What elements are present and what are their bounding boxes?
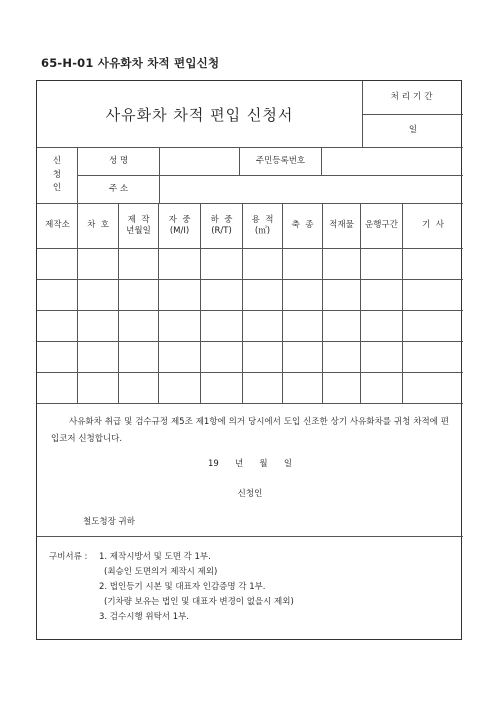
column-header-9: 기 사	[422, 220, 444, 231]
column-header-0: 제작소	[45, 220, 70, 231]
column-divider	[242, 203, 243, 403]
resident-number-field[interactable]	[322, 148, 463, 176]
column-divider	[200, 203, 201, 403]
column-divider	[360, 203, 361, 403]
column-header-5: 용 적 (㎥)	[251, 214, 274, 236]
column-divider	[77, 203, 78, 403]
table-row[interactable]	[37, 279, 463, 310]
column-divider	[402, 203, 403, 403]
attachments-label: 구비서류 :	[49, 552, 88, 562]
date-line: 19 년 월 일	[207, 459, 293, 469]
applicant-label-text: 신 청 인	[52, 156, 62, 194]
column-header-8: 운행구간	[365, 220, 398, 231]
column-divider	[322, 203, 323, 403]
table-row[interactable]	[37, 341, 463, 372]
application-form	[36, 80, 462, 640]
table-row[interactable]	[37, 372, 463, 403]
attachment-item: 1. 제작시방서 및 도면 각 1부.	[99, 552, 211, 562]
column-divider	[282, 203, 283, 403]
column-header-2: 제 작 년월일	[126, 214, 151, 236]
addressee: 철도청장 귀하	[83, 517, 135, 527]
resident-number-label: 주민등록번호	[255, 156, 306, 167]
applicant-label	[37, 148, 77, 203]
column-header-1: 차 호	[87, 220, 109, 231]
signer-label: 신청인	[237, 489, 263, 499]
name-label: 성 명	[108, 156, 129, 167]
column-divider	[158, 203, 159, 403]
attachment-item: (기차량 보유는 법인 및 대표자 변경이 없을시 제외)	[104, 597, 294, 607]
application-statement: 사유화차 취급 및 검수규정 제5조 제1항에 의거 당시에서 도입 신조한 상기 사유화차를 귀청 차적에 편입코저 신청합니다.	[51, 417, 449, 444]
document-id: 65-H-01 사유화차 차적 편입신청	[41, 56, 220, 70]
attachment-item: 2. 법인등기 시본 및 대표자 인감증명 각 1부.	[99, 582, 266, 592]
attachment-item: 3. 검수시행 위탁서 1부.	[99, 612, 190, 622]
table-row[interactable]	[37, 310, 463, 341]
column-header-6: 축 종	[291, 220, 314, 231]
processing-period-value: 일	[408, 125, 418, 136]
column-header-3: 자 중 (M/I)	[168, 214, 191, 236]
table-row[interactable]	[37, 248, 463, 279]
address-label: 주 소	[108, 183, 129, 194]
column-header-4: 하 중 (R/T)	[210, 214, 233, 236]
form-title: 사유화차 차적 편입 신청서	[105, 105, 294, 124]
column-header-7: 적재물	[329, 220, 354, 231]
name-field[interactable]	[160, 148, 239, 176]
column-divider	[118, 203, 119, 403]
address-field[interactable]	[160, 176, 463, 203]
processing-period-label: 처리기간	[390, 91, 436, 102]
row-divider	[37, 403, 463, 404]
attachment-item: (최승인 도면의거 제작시 제외)	[104, 567, 218, 577]
